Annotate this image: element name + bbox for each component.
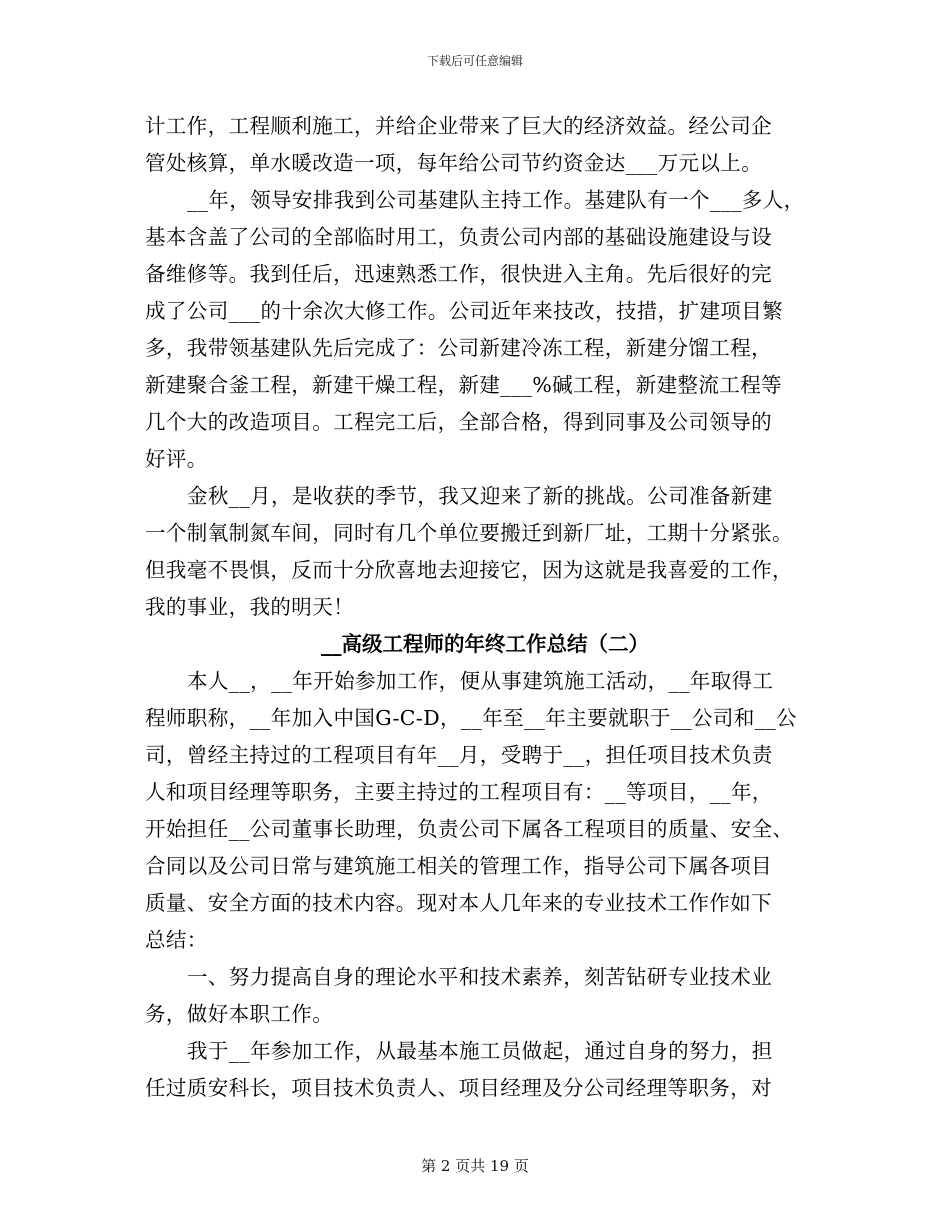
text-line: 一、努力提高自身的理论水平和技术素养，刻苦钻研专业技术业 [187,965,773,989]
text-line: 合同以及公司日常与建筑施工相关的管理工作，指导公司下属各项目 [145,854,772,878]
page-header: 下载后可任意编辑 [426,54,523,68]
text-line: 人和项目经理等职务，主要主持过的工程项目有：__等项目，__年， [145,780,773,804]
text-line: 多，我带领基建队先后完成了：公司新建冷冻工程，新建分馏工程， [145,336,772,360]
text-line: 本人__，__年开始参加工作，便从事建筑施工活动，__年取得工 [187,669,774,693]
section-title: __高级工程师的年终工作总结（二） [321,632,649,656]
text-line: 几个大的改造项目。工程完工后，全部合格，得到同事及公司领导的 [145,410,772,434]
text-line: 基本含盖了公司的全部临时用工，负责公司内部的基础设施建设与设 [145,225,772,249]
text-line: 但我毫不畏惧，反而十分欣喜地去迎接它，因为这就是我喜爱的工作， [145,558,793,582]
text-line: 任过质安科长，项目技术负责人、项目经理及分公司经理等职务，对 [145,1076,772,1100]
text-line: 我的事业，我的明天！ [145,595,354,619]
paragraph-block-2 [145,663,825,1107]
text-line: 司，曾经主持过的工程项目有年__月，受聘于__，担任项目技术负责 [145,743,773,767]
text-line: 开始担任__公司董事长助理，负责公司下属各工程项目的质量、安全、 [145,817,794,841]
text-line: 务，做好本职工作。 [145,1002,334,1026]
text-line: 金秋__月，是收获的季节，我又迎来了新的挑战。公司准备新建 [187,484,773,508]
page-number-footer: 第 2 页共 19 页 [421,1157,529,1175]
document-body [145,108,825,1107]
text-line: 成了公司___的十余次大修工作。公司近年来技改，技措，扩建项目繁 [145,299,784,323]
text-line: 好评。 [145,447,208,471]
text-line: 管处核算，单水暖改造一项，每年给公司节约资金达___万元以上。 [145,151,763,175]
text-line: 新建聚合釜工程，新建干燥工程，新建___%碱工程，新建整流工程等 [145,373,783,397]
text-line: 计工作，工程顺利施工，并给企业带来了巨大的经济效益。经公司企 [145,114,772,138]
text-line: 质量、安全方面的技术内容。现对本人几年来的专业技术工作作如下 [145,891,772,915]
text-line: 备维修等。我到任后，迅速熟悉工作，很快进入主角。先后很好的完 [145,262,772,286]
text-line: 一个制氧制氮车间，同时有几个单位要搬迁到新厂址，工期十分紧张。 [145,521,793,545]
text-line: 程师职称，__年加入中国G-C-D，__年至__年主要就职于__公司和__公 [145,706,797,730]
paragraph-block-1 [145,108,825,626]
text-line: __年，领导安排我到公司基建队主持工作。基建队有一个___多人， [187,188,805,212]
text-line: 总结： [145,928,208,952]
text-line: 我于__年参加工作，从最基本施工员做起，通过自身的努力，担 [187,1039,773,1063]
